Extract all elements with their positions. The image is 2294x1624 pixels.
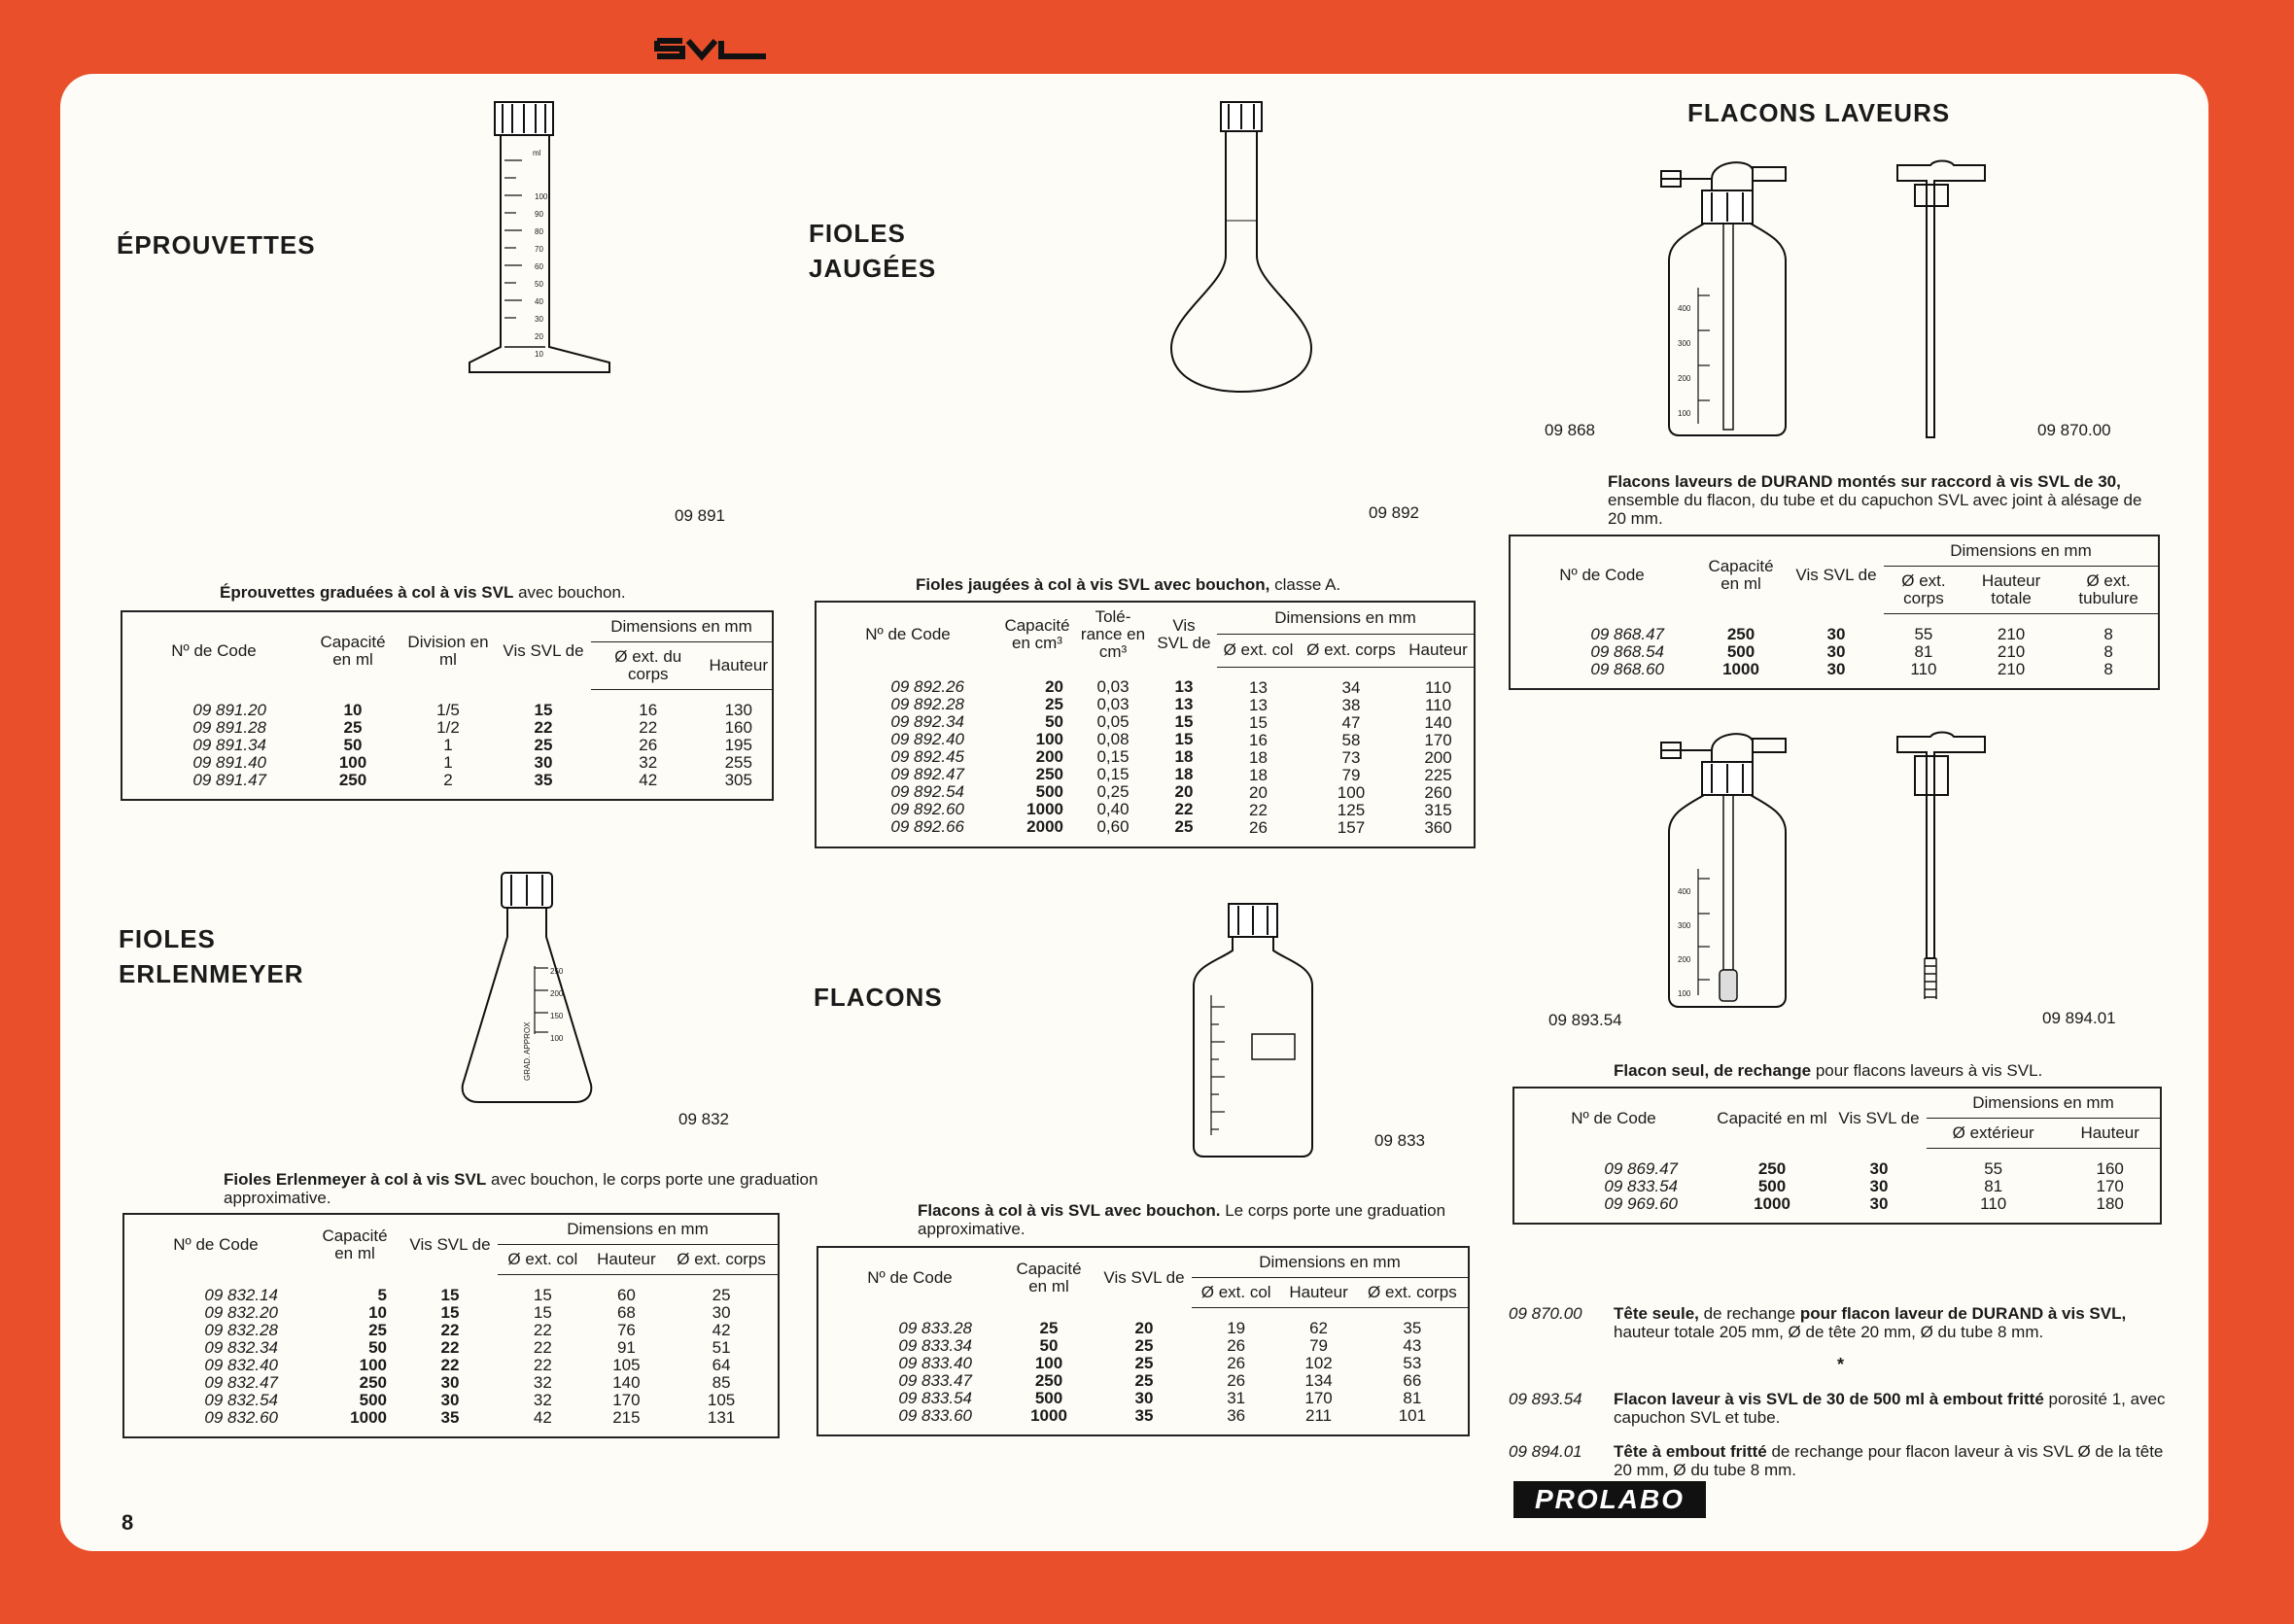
bottle-icon [1190, 902, 1316, 1159]
catalog-page [60, 74, 2208, 1551]
caption-rechange: Flacon seul, de rechange pour flacons laveurs à vis SVL. [1614, 1061, 2043, 1080]
prolabo-logo: PROLABO [1513, 1481, 1706, 1518]
wash-bottle-grad-labels: 400 300 200 100 [1678, 304, 1691, 418]
section-title-erlenmeyer: FIOLES ERLENMEYER [119, 924, 304, 988]
fritted-head-icon [1895, 727, 2012, 1009]
table-eprouvettes: Nº de Code Capacité en ml Division en ml Vis SVL de Dimensions en mm Ø ext. du corps Hauteur 09 891.20 09 891.28 09 891.34 09 891.40 09 891.47 10 25 50 100 250 1/5 1/2 1 1 2 15 22 25 30 35 16 22 26 32 42 130 160 195 255 305 [121, 610, 774, 801]
erlen-grad-approx-label: GRAD. APPROX [523, 1021, 532, 1081]
section-title-eprouvettes: ÉPROUVETTES [117, 230, 316, 259]
volumetric-flask-icon [1164, 100, 1319, 392]
code-0989401: 09 894.01 [2042, 1009, 2116, 1027]
section-title-flacons: FLACONS [814, 983, 943, 1012]
table-erlenmeyer: Nº de Code Capacité en ml Vis SVL de Dimensions en mm Ø ext. col Hauteur Ø ext. corps 09 832.14 09 832.20 09 832.28 09 832.34 09 832.40 09 832.47 09 832.54 09 832.60 5 10 25 50 100 250 500 1000 15 15 22 22 22 30 30 35 15 15 22 22 22 32 32 42 60 68 76 91 105 140 170 215 25 30 42 51 64 85 105 131 [122, 1213, 780, 1438]
caption-flacons-laveurs: Flacons laveurs de DURAND montés sur raccord à vis SVL de 30, ensemble du flacon, du tube et du capuchon SVL avec joint à alésage de 20 mm. [1608, 472, 2142, 528]
replacement-grad-labels: 400 300 200 100 [1678, 887, 1691, 998]
cylinder-grad-unit: ml [533, 149, 541, 157]
code-09833: 09 833 [1374, 1131, 1425, 1150]
code-09868: 09 868 [1545, 421, 1595, 439]
section-title-flacons-laveurs: FLACONS LAVEURS [1687, 98, 1951, 127]
erlen-grad-labels: 250 200 150 100 [550, 967, 564, 1043]
note-0989401: 09 894.01 Tête à embout fritté de rechange pour flacon laveur à vis SVL Ø de la tête 20 mm, Ø du tube 8 mm. [1509, 1442, 2164, 1479]
wash-bottle-head-icon [1895, 155, 2012, 437]
table-flacons: Nº de Code Capacité en ml Vis SVL de Dimensions en mm Ø ext. col Hauteur Ø ext. corps 09 833.28 09 833.34 09 833.40 09 833.47 09 833.54 09 833.60 25 50 100 250 500 1000 20 25 25 25 30 35 19 26 26 26 31 36 62 79 102 134 170 211 35 43 53 66 81 101 [817, 1246, 1470, 1436]
table-fioles-jaugees: Nº de Code Capacité en cm³ Tolé- rance en cm³ Vis SVL de Dimensions en mm Ø ext. col Ø ext. corps Hauteur 09 892.26 09 892.28 09 892.34 09 892.40 09 892.45 09 892.47 09 892.54 09 892.60 09 892.66 20 25 50 100 200 250 500 1000 2000 0,03 0,03 0,05 0,08 0,15 0,15 0,25 0,40 0,60 13 13 15 15 18 18 20 22 25 13 13 15 16 18 18 20 22 26 34 38 47 58 73 79 100 125 157 110 110 140 170 200 225 260 315 360 [815, 601, 1476, 848]
table-flacons-laveurs: Nº de Code Capacité en ml Vis SVL de Dimensions en mm Ø ext. corps Hauteur totale Ø ext. tubulure 09 868.47 09 868.54 09 868.60 250 500 1000 30 30 30 55 81 110 210 210 210 8 8 8 [1509, 535, 2160, 690]
table-rechange: Nº de Code Capacité en ml Vis SVL de Dimensions en mm Ø extérieur Hauteur 09 869.47 09 833.54 09 969.60 250 500 1000 30 30 30 55 81 110 160 170 180 [1512, 1087, 2162, 1225]
caption-fioles-jaugees: Fioles jaugées à col à vis SVL avec bouchon, classe A. [916, 575, 1341, 594]
caption-erlenmeyer: Fioles Erlenmeyer à col à vis SVL avec bouchon, le corps porte une graduation approximative. [224, 1170, 818, 1207]
svl-logo-icon [653, 29, 770, 68]
section-title-fioles-jaugees: FIOLES JAUGÉES [809, 219, 937, 283]
code-09891: 09 891 [675, 506, 725, 525]
code-09892: 09 892 [1369, 503, 1419, 522]
cylinder-grad-labels: 100 90 80 70 60 50 40 30 20 10 [535, 192, 548, 359]
code-0989354: 09 893.54 [1548, 1011, 1622, 1029]
page-number: 8 [122, 1510, 134, 1535]
caption-flacons: Flacons à col à vis SVL avec bouchon. Le corps porte une graduation approximative. [918, 1201, 1446, 1238]
code-0987000: 09 870.00 [2037, 421, 2111, 439]
caption-eprouvettes: Éprouvettes graduées à col à vis SVL avec bouchon. [220, 583, 626, 602]
code-09832: 09 832 [678, 1110, 729, 1128]
note-0987000: 09 870.00 Tête seule, de rechange pour flacon laveur de DURAND à vis SVL, hauteur totale 205 mm, Ø de tête 20 mm, Ø du tube 8 mm. [1509, 1304, 2127, 1341]
note-0989354: 09 893.54 Flacon laveur à vis SVL de 30 de 500 ml à embout fritté porosité 1, avec capuchon SVL et tube. [1509, 1390, 2166, 1427]
note-separator: * [1837, 1355, 1845, 1374]
